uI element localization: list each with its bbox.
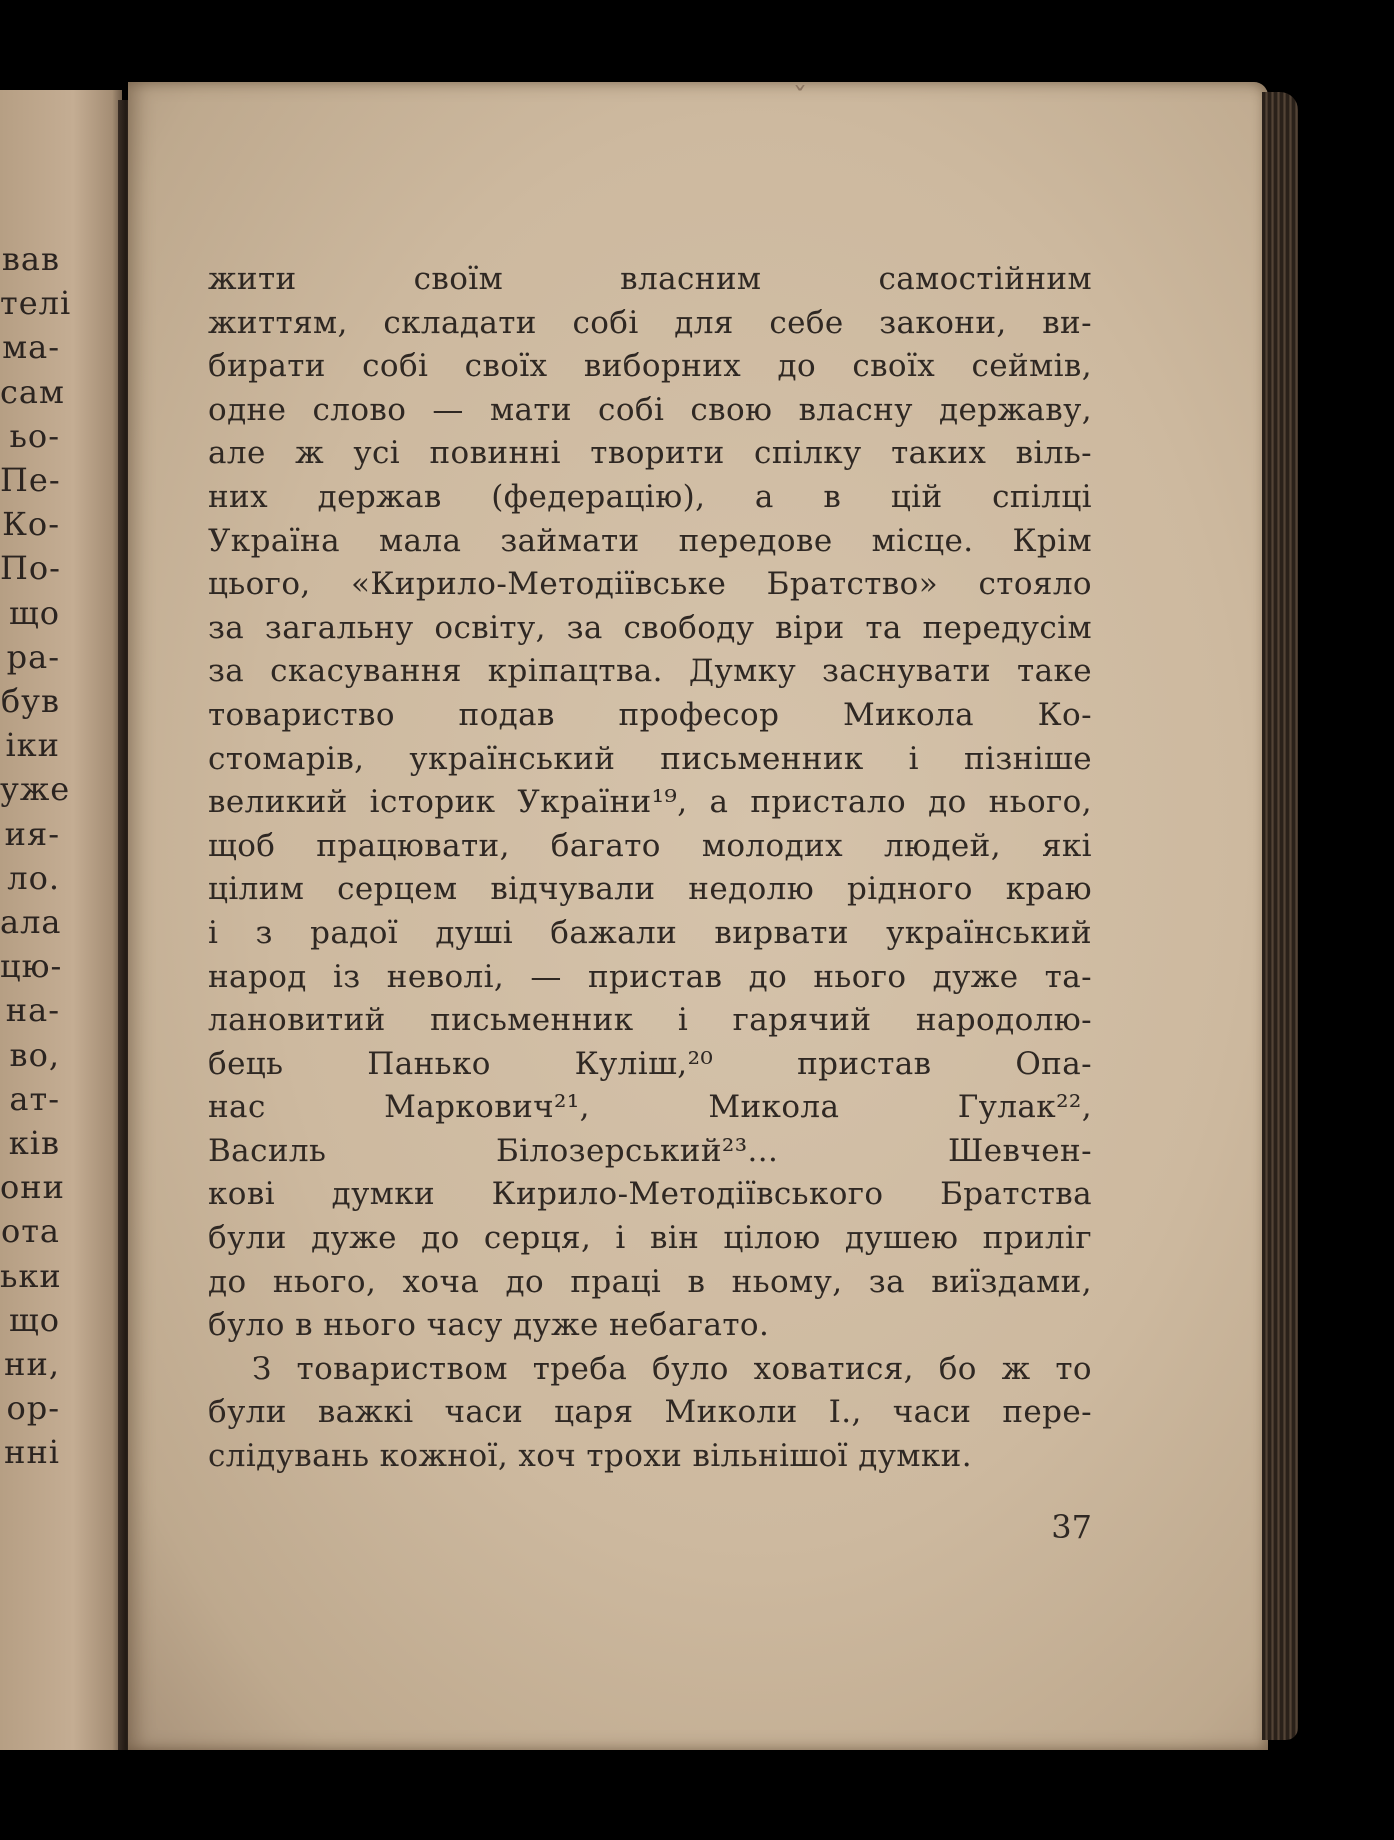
left-page-line: іки bbox=[5, 726, 60, 765]
left-page-line: Пе- bbox=[0, 461, 61, 499]
page-text bbox=[208, 258, 1092, 1479]
left-page-line: ьки bbox=[0, 1256, 62, 1295]
text-line: стомарів, український письменник і пізніше bbox=[208, 740, 1092, 777]
text-line: були дуже до серця, і він цілою душею приліг bbox=[208, 1220, 1092, 1257]
left-page-line: По- bbox=[0, 549, 61, 588]
left-page-line: ни, bbox=[4, 1345, 60, 1383]
text-line: лановитий письменник і гарячий народолю- bbox=[208, 1002, 1092, 1039]
text-line: були важкі часи царя Миколи І., часи пере- bbox=[208, 1394, 1092, 1431]
left-page-line: ма- bbox=[2, 328, 60, 367]
text-line: З товариством треба було ховатися, бо ж то bbox=[252, 1350, 1092, 1387]
text-line: життям, складати собі для себе закони, ви- bbox=[208, 304, 1092, 341]
text-line: товариство подав професор Микола Ко- bbox=[208, 696, 1092, 733]
text-line: нас Маркович²¹, Микола Гулак²², bbox=[208, 1089, 1092, 1126]
left-page-line: що bbox=[8, 593, 60, 632]
text-line: бирати собі своїх виборних до своїх сеймів, bbox=[208, 348, 1092, 385]
left-page-line: Ко- bbox=[2, 505, 60, 544]
text-line: кові думки Кирило-Методіївського Братства bbox=[208, 1176, 1092, 1213]
left-page-line: був bbox=[0, 682, 60, 720]
left-page bbox=[0, 90, 122, 1750]
left-page-line: ків bbox=[8, 1124, 60, 1162]
text-line: бець Панько Куліш,²⁰ пристав Опа- bbox=[208, 1045, 1092, 1082]
left-page-line: во, bbox=[9, 1035, 60, 1074]
text-line: і з радої душі бажали вирвати український bbox=[208, 914, 1092, 951]
text-line: слідувань кожної, хоч трохи вільнішої думки. bbox=[208, 1438, 972, 1475]
text-line: Україна мала займати передове місце. Крім bbox=[208, 522, 1092, 559]
text-line: але ж усі повинні творити спілку таких віль- bbox=[208, 435, 1092, 472]
text-line: до нього, хоча до праці в ньому, за виїздами, bbox=[208, 1263, 1092, 1300]
left-page-line: сам bbox=[0, 372, 65, 411]
left-page-line: ала bbox=[0, 903, 62, 941]
paper-tear-mark: ˇ bbox=[792, 82, 808, 117]
left-page-line: ота bbox=[0, 1212, 60, 1251]
text-line: цього, «Кирило-Методіївське Братство» стояло bbox=[208, 566, 1092, 603]
text-line: за скасування кріпацтва. Думку заснувати таке bbox=[208, 653, 1092, 690]
text-line: Василь Білозерський²³... Шевчен- bbox=[208, 1132, 1092, 1169]
left-page-line: нні bbox=[4, 1433, 60, 1472]
text-line: за загальну освіту, за свободу віри та передусім bbox=[208, 609, 1092, 646]
page-number: 37 bbox=[1051, 1508, 1092, 1546]
left-page-line: уже bbox=[0, 770, 71, 809]
text-line: одне слово — мати собі свою власну державу, bbox=[208, 391, 1092, 428]
text-line: народ із неволі, — пристав до нього дуже та- bbox=[208, 958, 1092, 995]
left-page-line: они bbox=[0, 1168, 65, 1207]
left-page-line: цю- bbox=[0, 947, 63, 986]
left-page-line: ия- bbox=[4, 814, 60, 853]
text-line: було в нього часу дуже небагато. bbox=[208, 1307, 770, 1344]
left-page-line: ьо- bbox=[9, 416, 60, 455]
text-line: них держав (федерацію), а в цій спілці bbox=[208, 478, 1092, 515]
text-line: жити своїм власним самостійним bbox=[208, 261, 1092, 297]
left-page-line: телі bbox=[0, 284, 72, 323]
left-page-line: ат- bbox=[9, 1079, 60, 1118]
left-page-line: вав bbox=[1, 240, 60, 278]
left-page-line: ор- bbox=[6, 1389, 60, 1428]
text-line: цілим серцем відчували недолю рідного краю bbox=[208, 871, 1092, 908]
left-page-line: ра- bbox=[6, 637, 60, 676]
text-line: великий історик України¹⁹, а пристало до нього, bbox=[208, 784, 1092, 821]
page-edges bbox=[1262, 92, 1298, 1740]
text-line: щоб працювати, багато молодих людей, які bbox=[208, 827, 1092, 864]
left-page-line: ло. bbox=[7, 858, 60, 897]
left-page-line: на- bbox=[5, 991, 60, 1030]
left-page-line: що bbox=[8, 1300, 60, 1339]
